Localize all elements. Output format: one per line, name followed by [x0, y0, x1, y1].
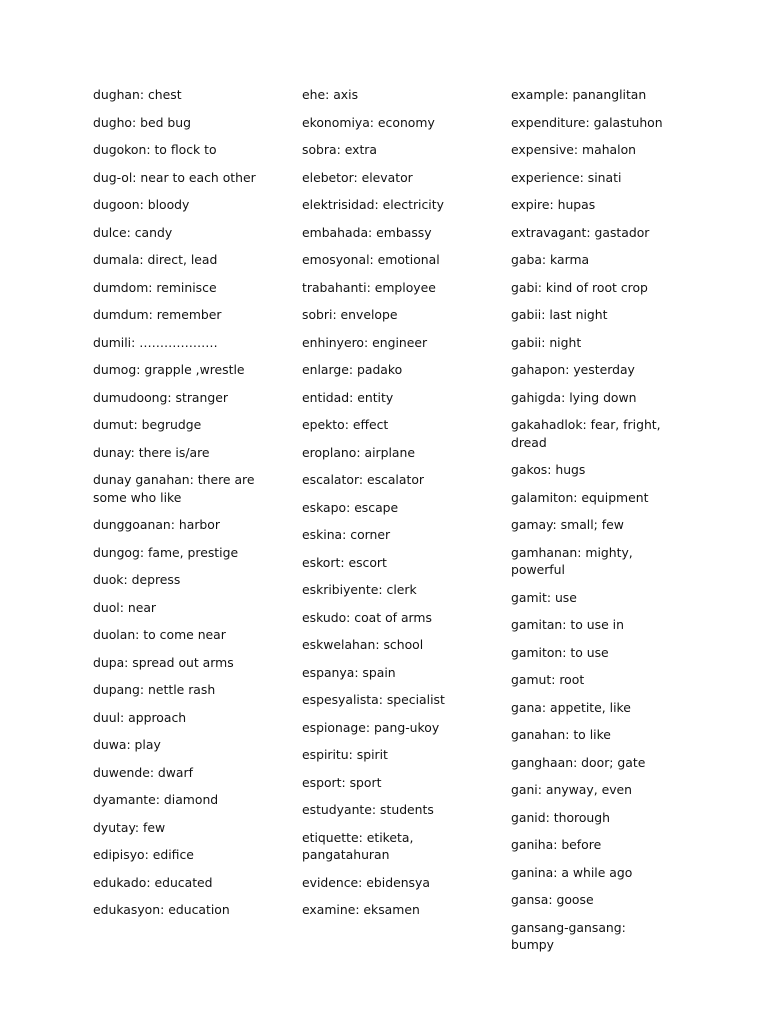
glossary-entry: eskribiyente: clerk [302, 582, 417, 597]
glossary-entry: galamiton: equipment [511, 489, 649, 505]
glossary-entry: sobra: extra [302, 142, 377, 157]
glossary-entry: ganid: thorough [511, 809, 610, 825]
glossary-entry: edukasyon: education [93, 902, 230, 917]
glossary-entry: duolan: to come near [93, 627, 226, 642]
glossary-entry: gaba: karma [511, 252, 590, 267]
glossary-entry: dumudoong: stranger [93, 389, 228, 405]
glossary-entry: dugho: bed bug [93, 114, 192, 130]
glossary-entry: gakos: hugs [511, 462, 586, 477]
glossary-entry: enlarge: padako [302, 362, 403, 377]
glossary-entry: espionage: pang-ukoy [302, 719, 440, 735]
glossary-entry: gahapon: yesterday [511, 362, 635, 377]
glossary-entry: eskina: corner [302, 527, 391, 542]
glossary-entry: dupa: spread out arms [93, 654, 234, 670]
glossary-entry: dumala: direct, lead [93, 252, 218, 267]
glossary-entry: ehe: axis [302, 87, 359, 102]
glossary-entry: gamay: small; few [511, 517, 624, 532]
glossary-entry: eskudo: coat of arms [302, 609, 432, 625]
glossary-entry: gana: appetite, like [511, 699, 631, 715]
glossary-entry: espesyalista: specialist [302, 692, 445, 707]
glossary-entry: dug-ol: near to each other [93, 169, 256, 185]
glossary-column-2 [302, 86, 492, 929]
glossary-entry: dumdom: reminisce [93, 279, 217, 295]
glossary-entry: dunggoanan: harbor [93, 517, 220, 532]
glossary-entry: evidence: ebidensya [302, 874, 430, 890]
glossary-entry: experience: sinati [511, 169, 622, 185]
glossary-entry: expenditure: galastuhon [511, 114, 663, 130]
glossary-entry: dupang: nettle rash [93, 682, 216, 697]
glossary-entry: enhinyero: engineer [302, 334, 428, 350]
glossary-entry: escalator: escalator [302, 472, 425, 487]
glossary-entry: dughan: chest [93, 87, 182, 102]
glossary-entry: elebetor: elevator [302, 169, 413, 185]
glossary-entry: dyamante: diamond [93, 792, 219, 807]
glossary-entry: esport: sport [302, 774, 382, 790]
glossary-entry: duwa: play [93, 737, 161, 752]
glossary-entry: expire: hupas [511, 197, 596, 212]
glossary-entry: ekonomiya: economy [302, 114, 435, 130]
glossary-entry: elektrisidad: electricity [302, 197, 444, 212]
glossary-entry: sobri: envelope [302, 307, 398, 322]
glossary-entry: estudyante: students [302, 802, 434, 817]
glossary-entry: gahigda: lying down [511, 389, 637, 405]
glossary-entry: gansang-gansang: bumpy [511, 919, 626, 952]
glossary-entry: duok: depress [93, 572, 181, 587]
glossary-entry: dugoon: bloody [93, 197, 190, 212]
glossary-entry: duol: near [93, 599, 157, 615]
glossary-column-3 [511, 86, 671, 964]
glossary-column-1 [93, 86, 283, 929]
glossary-entry: dunay: there is/are [93, 444, 210, 460]
glossary-entry: gamitan: to use in [511, 617, 624, 632]
glossary-entry: dulce: candy [93, 224, 173, 240]
glossary-entry: edukado: educated [93, 874, 213, 890]
glossary-entry: gamhanan: mighty, powerful [511, 544, 633, 577]
glossary-entry: dyutay: few [93, 819, 166, 835]
glossary-entry: gabii: night [511, 334, 582, 350]
glossary-entry: gansa: goose [511, 892, 594, 907]
glossary-entry: example: pananglitan [511, 87, 647, 102]
glossary-entry: edipisyo: edifice [93, 847, 194, 862]
glossary-entry: emosyonal: emotional [302, 252, 440, 267]
glossary-entry: eskapo: escape [302, 499, 399, 515]
glossary-entry: gani: anyway, even [511, 782, 633, 797]
glossary-entry: extravagant: gastador [511, 224, 650, 240]
glossary-entry: examine: eksamen [302, 902, 420, 917]
glossary-entry: dumog: grapple ,wrestle [93, 362, 245, 377]
glossary-entry: ganahan: to like [511, 727, 611, 742]
glossary-entry: espanya: spain [302, 664, 396, 680]
glossary-entry: eskwelahan: school [302, 637, 424, 652]
glossary-entry: epekto: effect [302, 417, 389, 432]
glossary-entry: dumut: begrudge [93, 417, 202, 432]
glossary-entry: dumili: ………………. [93, 334, 218, 350]
glossary-entry: espiritu: spirit [302, 747, 388, 762]
glossary-entry: duul: approach [93, 709, 187, 725]
glossary-entry: expensive: mahalon [511, 142, 637, 157]
glossary-entry: dumdum: remember [93, 307, 222, 322]
glossary-entry: gamit: use [511, 589, 577, 605]
glossary-entry: ganiha: before [511, 837, 602, 852]
glossary-entry: gamiton: to use [511, 644, 609, 660]
glossary-entry: ganina: a while ago [511, 864, 633, 880]
glossary-entry: etiquette: etiketa, pangatahuran [302, 829, 414, 862]
glossary-entry: gabi: kind of root crop [511, 279, 648, 295]
glossary-entry: embahada: embassy [302, 224, 432, 240]
glossary-entry: eskort: escort [302, 554, 387, 570]
glossary-entry: dungog: fame, prestige [93, 544, 239, 560]
glossary-entry: dugokon: to flock to [93, 142, 217, 157]
glossary-entry: gamut: root [511, 672, 585, 687]
glossary-entry: duwende: dwarf [93, 764, 193, 780]
glossary-entry: dunay ganahan: there are some who like [93, 472, 255, 505]
glossary-entry: ganghaan: door; gate [511, 754, 646, 770]
glossary-entry: gakahadlok: fear, fright, dread [511, 417, 661, 450]
glossary-entry: entidad: entity [302, 389, 394, 405]
glossary-entry: gabii: last night [511, 307, 608, 322]
glossary-entry: eroplano: airplane [302, 444, 415, 460]
glossary-entry: trabahanti: employee [302, 279, 436, 295]
